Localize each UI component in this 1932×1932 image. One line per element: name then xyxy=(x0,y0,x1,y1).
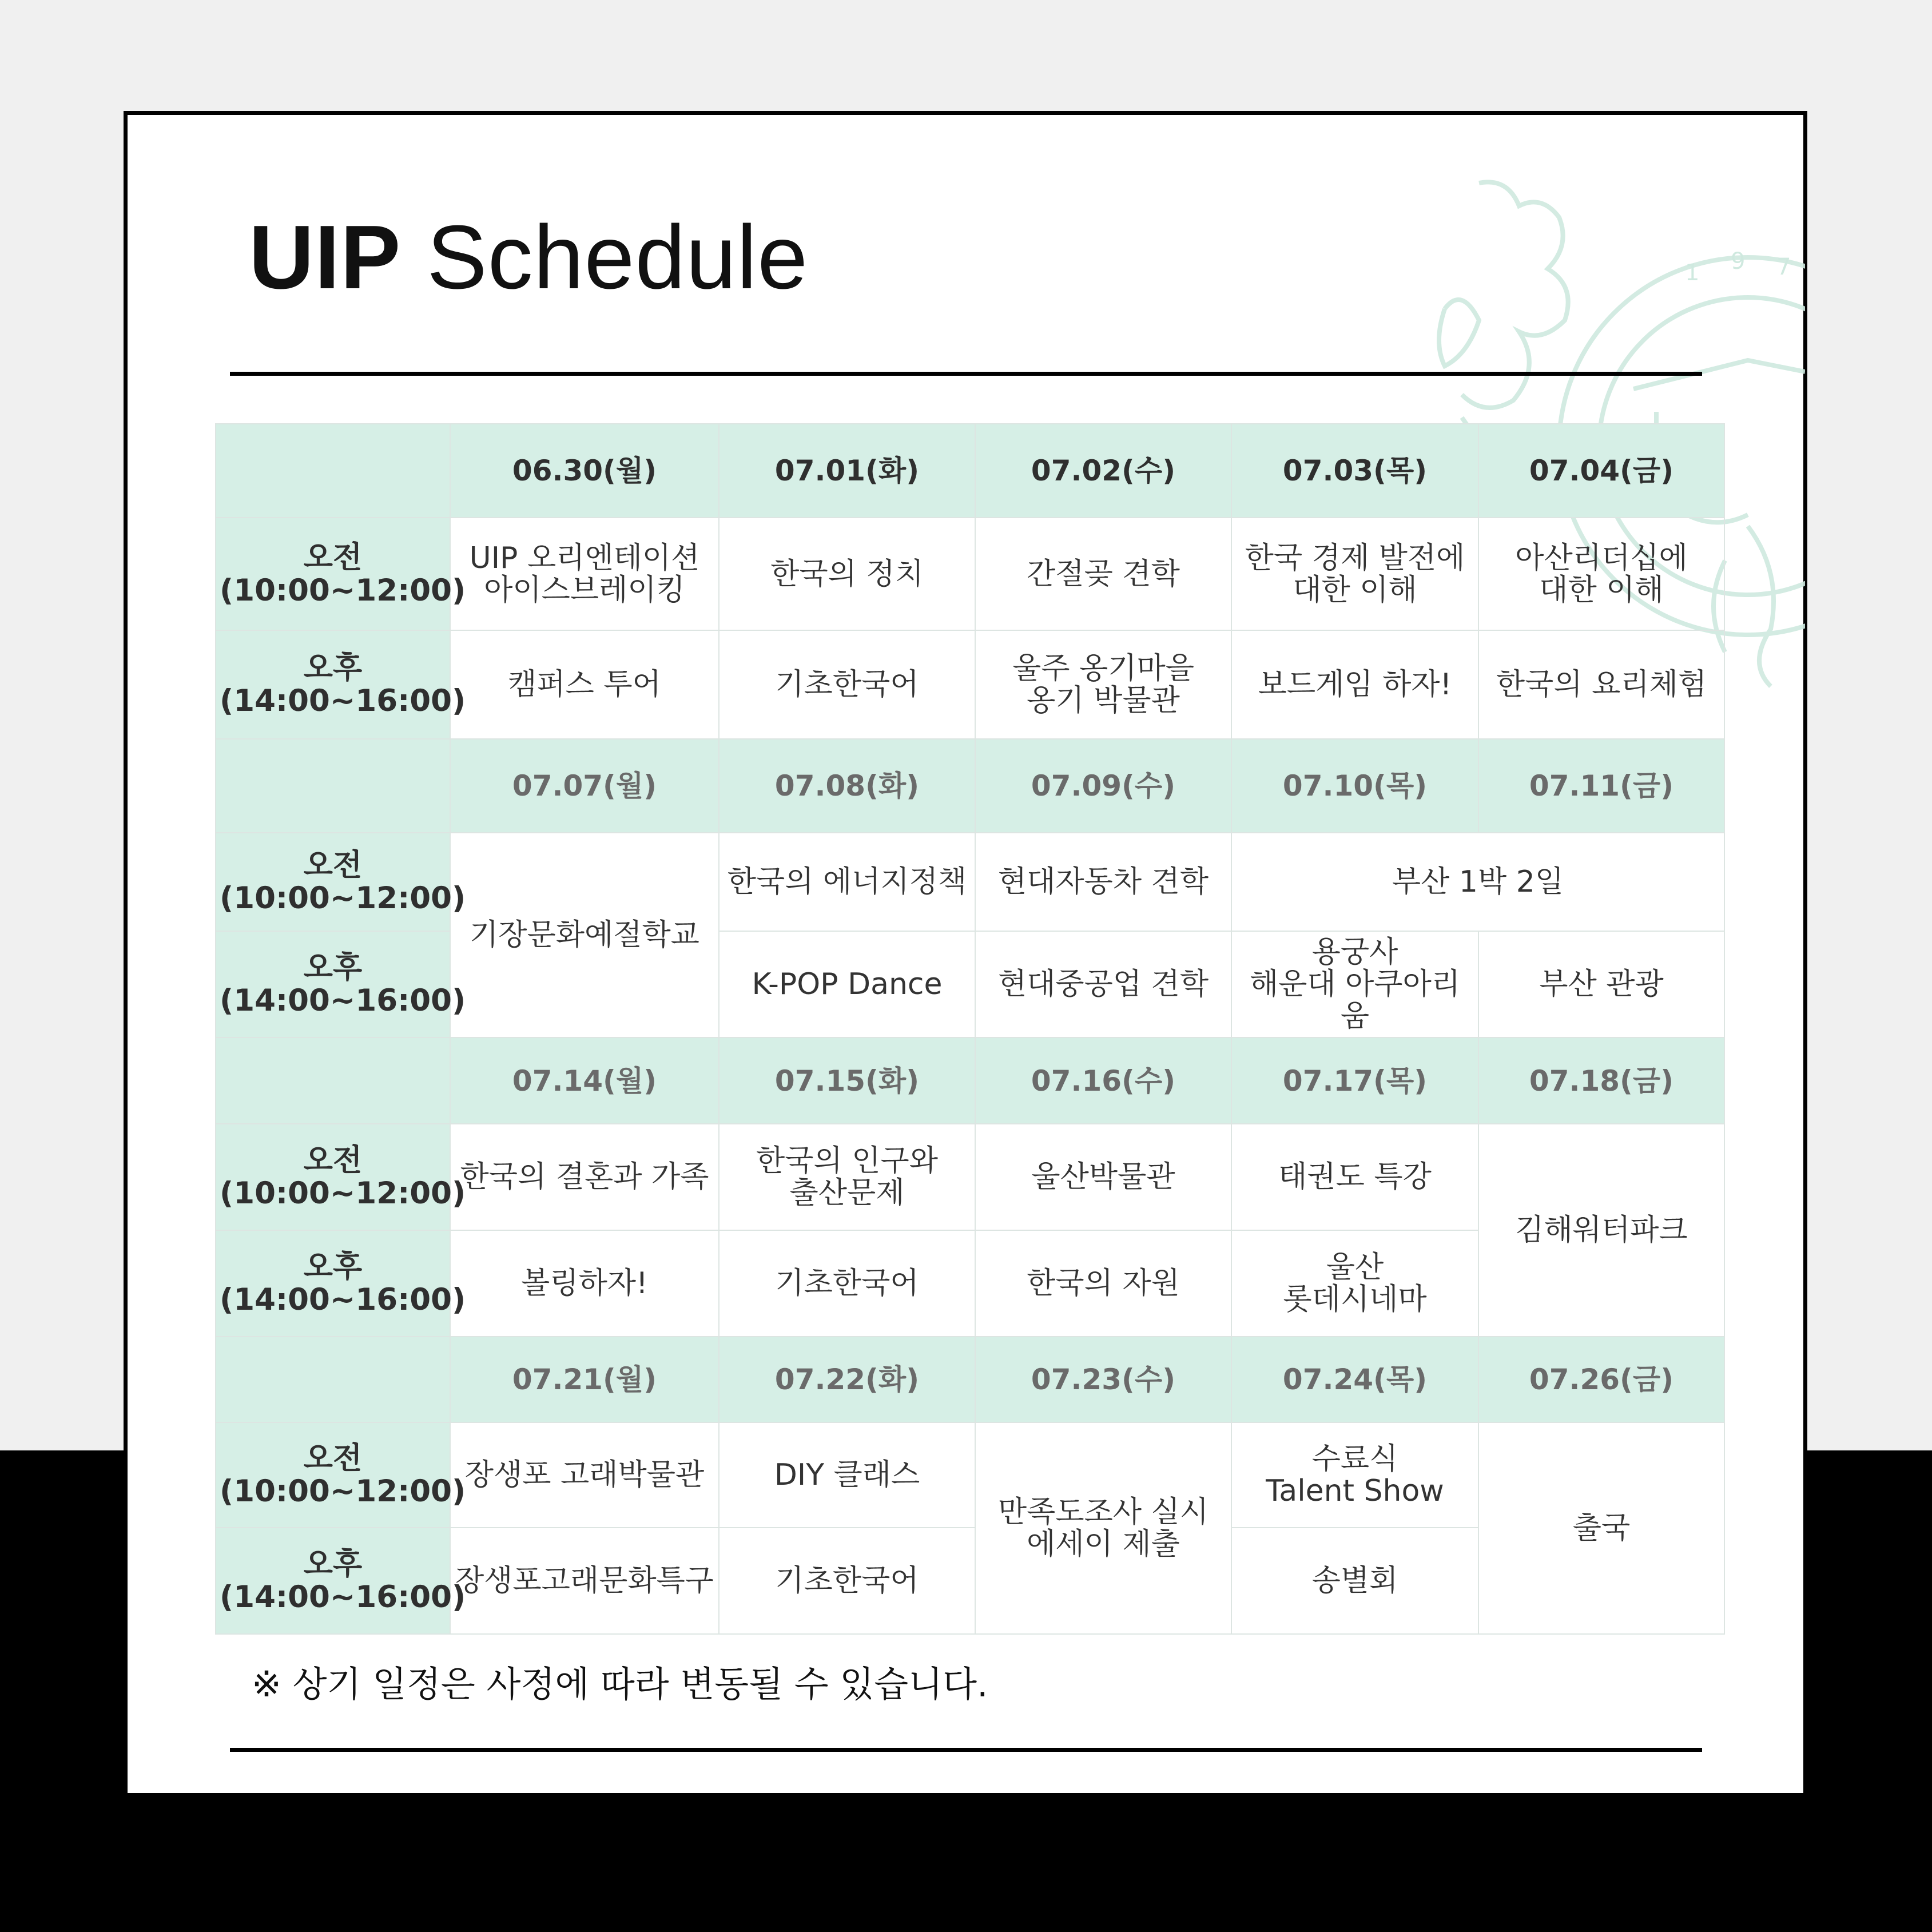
event-cell: 태권도 특강 xyxy=(1231,1124,1478,1230)
title-regular: Schedule xyxy=(427,207,809,308)
am-label: 오전 (10:00~12:00) xyxy=(216,518,450,630)
date-cell: 07.14(월) xyxy=(450,1037,719,1124)
am-label: 오전 (10:00~12:00) xyxy=(216,1124,450,1230)
week-2-date-row xyxy=(216,739,1724,833)
event-cell: 아산리더십에 대한 이해 xyxy=(1478,518,1724,630)
pm-label: 오후 (14:00~16:00) xyxy=(216,1528,450,1634)
date-cell: 07.17(목) xyxy=(1231,1037,1478,1124)
week-3-am-row xyxy=(216,1124,1724,1230)
corner-cell xyxy=(216,739,450,833)
event-cell-full-day: 만족도조사 실시 에세이 제출 xyxy=(975,1422,1231,1634)
event-cell: 울산 롯데시네마 xyxy=(1231,1230,1478,1337)
event-cell: 한국의 결혼과 가족 xyxy=(450,1124,719,1230)
date-cell: 07.24(목) xyxy=(1231,1337,1478,1422)
week-2-am-row xyxy=(216,833,1724,931)
event-cell: 간절곶 견학 xyxy=(975,518,1231,630)
event-cell: UIP 오리엔테이션 아이스브레이킹 xyxy=(450,518,719,630)
event-cell: 울주 옹기마을 옹기 박물관 xyxy=(975,630,1231,739)
date-cell: 07.15(화) xyxy=(719,1037,975,1124)
week-2-pm-row xyxy=(216,931,1724,1037)
date-cell: 06.30(월) xyxy=(450,424,719,518)
corner-cell xyxy=(216,1337,450,1422)
svg-text:1: 1 xyxy=(1685,260,1700,286)
schedule-change-note: ※ 상기 일정은 사정에 따라 변동될 수 있습니다. xyxy=(252,1663,988,1705)
week-1-pm-row xyxy=(216,630,1724,739)
event-cell: 보드게임 하자! xyxy=(1231,630,1478,739)
am-label: 오전 (10:00~12:00) xyxy=(216,833,450,931)
event-cell-full-day: 출국 xyxy=(1478,1422,1724,1634)
event-cell-full-day: 기장문화예절학교 xyxy=(450,833,719,1037)
event-cell: 한국 경제 발전에 대한 이해 xyxy=(1231,518,1478,630)
event-cell-two-day: 부산 1박 2일 xyxy=(1231,833,1724,931)
event-cell: 용궁사 해운대 아쿠아리움 xyxy=(1231,931,1478,1037)
bottom-rule xyxy=(230,1748,1702,1752)
corner-cell xyxy=(216,1037,450,1124)
event-cell: 기초한국어 xyxy=(719,1230,975,1337)
week-1-am-row xyxy=(216,518,1724,630)
week-1-date-row xyxy=(216,424,1724,518)
event-cell: 부산 관광 xyxy=(1478,931,1724,1037)
event-cell: 한국의 요리체험 xyxy=(1478,630,1724,739)
date-cell: 07.01(화) xyxy=(719,424,975,518)
top-rule xyxy=(230,372,1702,376)
event-cell: 볼링하자! xyxy=(450,1230,719,1337)
pm-label: 오후 (14:00~16:00) xyxy=(216,630,450,739)
event-cell-full-day: 김해워터파크 xyxy=(1478,1124,1724,1337)
am-label: 오전 (10:00~12:00) xyxy=(216,1422,450,1528)
date-cell: 07.02(수) xyxy=(975,424,1231,518)
svg-text:7: 7 xyxy=(1776,254,1791,280)
date-cell: 07.10(목) xyxy=(1231,739,1478,833)
event-cell: 현대중공업 견학 xyxy=(975,931,1231,1037)
event-cell: 기초한국어 xyxy=(719,1528,975,1634)
event-cell: DIY 클래스 xyxy=(719,1422,975,1528)
date-cell: 07.11(금) xyxy=(1478,739,1724,833)
date-cell: 07.18(금) xyxy=(1478,1037,1724,1124)
date-cell: 07.09(수) xyxy=(975,739,1231,833)
svg-text:9: 9 xyxy=(1731,248,1746,275)
date-cell: 07.04(금) xyxy=(1478,424,1724,518)
pm-label: 오후 (14:00~16:00) xyxy=(216,1230,450,1337)
corner-cell xyxy=(216,424,450,518)
event-cell: 한국의 자원 xyxy=(975,1230,1231,1337)
event-cell: 장생포 고래박물관 xyxy=(450,1422,719,1528)
title-bold: UIP xyxy=(249,207,401,308)
week-4-am-row xyxy=(216,1422,1724,1528)
schedule-table xyxy=(215,423,1725,1635)
pm-label: 오후 (14:00~16:00) xyxy=(216,931,450,1037)
event-cell: 장생포고래문화특구 xyxy=(450,1528,719,1634)
event-cell: 한국의 에너지정책 xyxy=(719,833,975,931)
date-cell: 07.16(수) xyxy=(975,1037,1231,1124)
week-3-date-row xyxy=(216,1037,1724,1124)
event-cell: 한국의 정치 xyxy=(719,518,975,630)
date-cell: 07.08(화) xyxy=(719,739,975,833)
date-cell: 07.26(금) xyxy=(1478,1337,1724,1422)
date-cell: 07.21(월) xyxy=(450,1337,719,1422)
event-cell: 송별회 xyxy=(1231,1528,1478,1634)
date-cell: 07.22(화) xyxy=(719,1337,975,1422)
event-cell: K-POP Dance xyxy=(719,931,975,1037)
event-cell: 울산박물관 xyxy=(975,1124,1231,1230)
event-cell: 캠퍼스 투어 xyxy=(450,630,719,739)
event-cell: 기초한국어 xyxy=(719,630,975,739)
event-cell: 현대자동차 견학 xyxy=(975,833,1231,931)
date-cell: 07.03(목) xyxy=(1231,424,1478,518)
week-4-date-row xyxy=(216,1337,1724,1422)
event-cell: 수료식 Talent Show xyxy=(1231,1422,1478,1528)
date-cell: 07.23(수) xyxy=(975,1337,1231,1422)
date-cell: 07.07(월) xyxy=(450,739,719,833)
event-cell: 한국의 인구와 출산문제 xyxy=(719,1124,975,1230)
page-title xyxy=(249,203,808,312)
